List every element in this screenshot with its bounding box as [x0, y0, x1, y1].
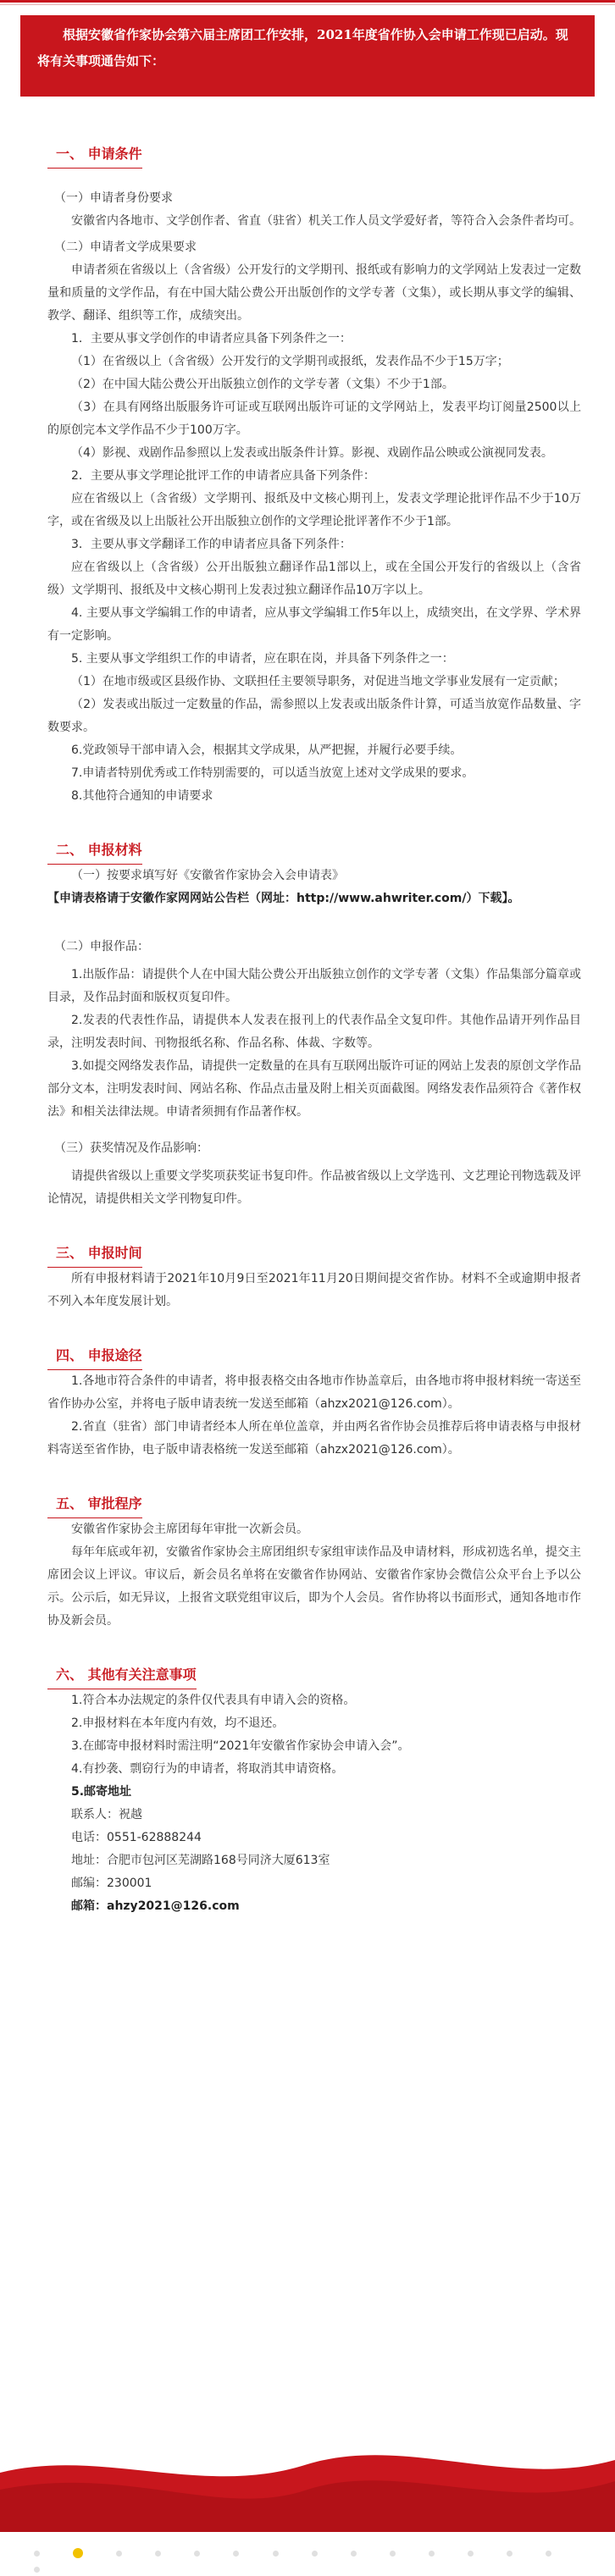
indicator-dot [233, 2551, 239, 2557]
contact-phone: 电话：0551-62888244 [71, 1831, 202, 1844]
paragraph: （2）在中国大陆公费公开出版独立创作的文学专著（文集）不少于1部。 [71, 378, 454, 391]
paragraph: 1.符合本办法规定的条件仅代表具有申请入会的资格。 [71, 1694, 356, 1707]
intro-text: 根据安徽省作家协会第六届主席团工作安排，2021年度省作协入会申请工作现已启动。现将有关事项通告如下： [37, 27, 568, 69]
contact-email: 邮箱：ahzy2021@126.com [71, 1899, 240, 1913]
footer-decoration [0, 2439, 615, 2560]
paragraph: 安徽省作家协会主席团每年审批一次新会员。 [71, 1523, 308, 1536]
paragraph: 5. 主要从事文学组织工作的申请者，应在职在岗，并具备下列条件之一： [71, 652, 454, 666]
paragraph: 安徽省内各地市、文学创作者、省直（驻省）机关工作人员文学爱好者，等符合入会条件者均可。 [71, 214, 581, 228]
download-notice: 【申请表格请于安徽作家网网站公告栏（网址：http://www.ahwriter.com/）下载】。 [47, 892, 520, 905]
paragraph: 4.有抄袭、剽窃行为的申请者，将取消其申请资格。 [71, 1762, 344, 1776]
subheading: （二）申报作品： [54, 940, 149, 954]
indicator-dot [429, 2551, 435, 2557]
paragraph: （1）在省级以上（含省级）公开发行的文学期刊或报纸，发表作品不少于15万字； [71, 355, 509, 368]
indicator-dot [155, 2551, 161, 2557]
paragraph: 2．主要从事文学理论批评工作的申请者应具备下列条件： [71, 469, 375, 483]
paragraph: 2.申报材料在本年度内有效，均不退还。 [71, 1716, 285, 1730]
paragraph: （2）发表或出版过一定数量的作品，需参照以上发表或出版条件计算，可适当放宽作品数量、字数要求。 [47, 698, 581, 734]
subheading: （二）申请者文学成果要求 [54, 240, 197, 254]
paragraph: 6.党政领导干部申请入会，根据其文学成果，从严把握，并履行必要手续。 [71, 744, 463, 757]
section-title: 二、 申报材料 [47, 840, 142, 865]
paragraph: 7.申请者特别优秀或工作特别需要的，可以适当放宽上述对文学成果的要求。 [71, 766, 474, 780]
indicator-dot [116, 2551, 122, 2557]
paragraph: 3.如提交网络发表作品，请提供一定数量的在具有互联网出版许可证的网站上发表的原创文学作品部分文本，注明发表时间、网站名称、作品点击量及附上相关页面截图。网络发表作品须符合《著作权法》和相关法律法规。申请者须拥有作品著作权。 [47, 1059, 581, 1119]
contact-person: 联系人：祝越 [71, 1808, 142, 1821]
carousel-indicator [34, 2544, 615, 2576]
paragraph: 请提供省级以上重要文学奖项获奖证书复印件。作品被省级以上文学选刊、文艺理论刊物选载及评论情况，请提供相关文学刊物复印件。 [47, 1169, 581, 1206]
paragraph: 所有申报材料请于2021年10月9日至2021年11月20日期间提交省作协。材料不全或逾期申报者不列入本年度发展计划。 [47, 1272, 581, 1308]
section-approval [47, 1494, 581, 1633]
mailing-address-heading: 5.邮寄地址 [71, 1785, 132, 1799]
section-title: 三、 申报时间 [47, 1243, 142, 1268]
paragraph: 应在省级以上（含省级）文学期刊、报纸及中文核心期刊上，发表文学理论批评作品不少于10万字，或在省级及以上出版社公开出版独立创作的文学理论批评著作不少于1部。 [47, 492, 581, 528]
indicator-dot [273, 2551, 279, 2557]
section-materials [47, 840, 581, 1211]
paragraph: 1．主要从事文学创作的申请者应具备下列条件之一： [71, 332, 352, 345]
paragraph: 1.出版作品：请提供个人在中国大陆公费公开出版独立创作的文学专著（文集）作品集部分篇章或目录，及作品封面和版权页复印件。 [47, 968, 581, 1004]
paragraph: （一）按要求填写好《安徽省作家协会入会申请表》 [71, 869, 344, 882]
paragraph: 每年年底或年初，安徽省作家协会主席团组织专家组审读作品及申请材料，形成初选名单，提交主席团会议上评议。审议后，新会员名单将在安徽省作协网站、安徽省作家协会微信公众平台上予以公示。公示后，如无异议，上报省文联党组审议后，即为个人会员。省作协将以书面形式，通知各地市作协及新会员。 [47, 1545, 581, 1628]
contact-address: 地址：合肥市包河区芜湖路168号同济大厦613室 [71, 1854, 330, 1867]
section-conditions [47, 144, 581, 808]
paragraph: 4. 主要从事文学编辑工作的申请者，应从事文学编辑工作5年以上，成绩突出，在文学界、学术界有一定影响。 [47, 606, 581, 643]
paragraph: （4）影视、戏剧作品参照以上发表或出版条件计算。影视、戏剧作品公映或公演视同发表。 [71, 446, 553, 460]
section-channels [47, 1346, 581, 1462]
section-title: 四、 申报途径 [47, 1346, 142, 1370]
paragraph: 3.在邮寄申报材料时需注明“2021年安徽省作家协会申请入会”。 [71, 1739, 410, 1753]
article-body [47, 144, 581, 1918]
paragraph: 1.各地市符合条件的申请者，将申报表格交由各地市作协盖章后，由各地市将申报材料统一寄送至省作协办公室，并将电子版申请表统一发送至邮箱（ahzx2021@126.com）。 [47, 1374, 581, 1411]
paragraph: 8.其他符合通知的申请要求 [71, 789, 213, 803]
contact-postcode: 邮编：230001 [71, 1877, 152, 1890]
indicator-dot-active [73, 2548, 83, 2558]
paragraph: 应在省级以上（含省级）公开出版独立翻译作品1部以上，或在全国公开发行的省级以上（含省级）文学期刊、报纸及中文核心期刊上发表过独立翻译作品10万字以上。 [47, 561, 581, 597]
indicator-dot [507, 2551, 512, 2557]
paragraph: 2.发表的代表性作品，请提供本人发表在报刊上的代表作品全文复印件。其他作品请开列作品目录，注明发表时间、刊物报纸名称、作品名称、体裁、字数等。 [47, 1014, 581, 1050]
intro-banner [20, 15, 595, 97]
paragraph: 2.省直（驻省）部门申请者经本人所在单位盖章，并由两名省作协会员推荐后将申请表格与申报材料寄送至省作协，电子版申请表格统一发送至邮箱（ahzx2021@126.com）。 [47, 1420, 581, 1457]
indicator-dot [34, 2567, 40, 2573]
section-title: 六、 其他有关注意事项 [47, 1665, 197, 1689]
indicator-dot [468, 2551, 474, 2557]
indicator-dot [34, 2551, 40, 2557]
section-notes [47, 1665, 581, 1918]
indicator-dot [390, 2551, 396, 2557]
indicator-dot [194, 2551, 200, 2557]
top-decoration [0, 0, 615, 8]
subheading: （三）获奖情况及作品影响： [54, 1142, 208, 1155]
subheading: （一）申请者身份要求 [54, 191, 173, 205]
indicator-dot [546, 2551, 551, 2557]
section-title: 五、 审批程序 [47, 1494, 142, 1518]
paragraph: （1）在地市级或区县级作协、文联担任主要领导职务，对促进当地文学事业发展有一定贡献； [71, 675, 565, 688]
indicator-dot [312, 2551, 318, 2557]
section-time [47, 1243, 581, 1313]
paragraph: （3）在具有网络出版服务许可证或互联网出版许可证的文学网站上，发表平均订阅量2500以上的原创完本文学作品不少于100万字。 [47, 401, 581, 437]
paragraph: 3．主要从事文学翻译工作的申请者应具备下列条件： [71, 538, 352, 551]
section-title: 一、 申请条件 [47, 144, 142, 169]
paragraph: 申请者须在省级以上（含省级）公开发行的文学期刊、报纸或有影响力的文学网站上发表过一定数量和质量的文学作品，有在中国大陆公费公开出版创作的文学专著（文集），或长期从事文学的编辑、教学、翻译、组织等工作，成绩突出。 [47, 263, 581, 323]
indicator-dot [351, 2551, 357, 2557]
